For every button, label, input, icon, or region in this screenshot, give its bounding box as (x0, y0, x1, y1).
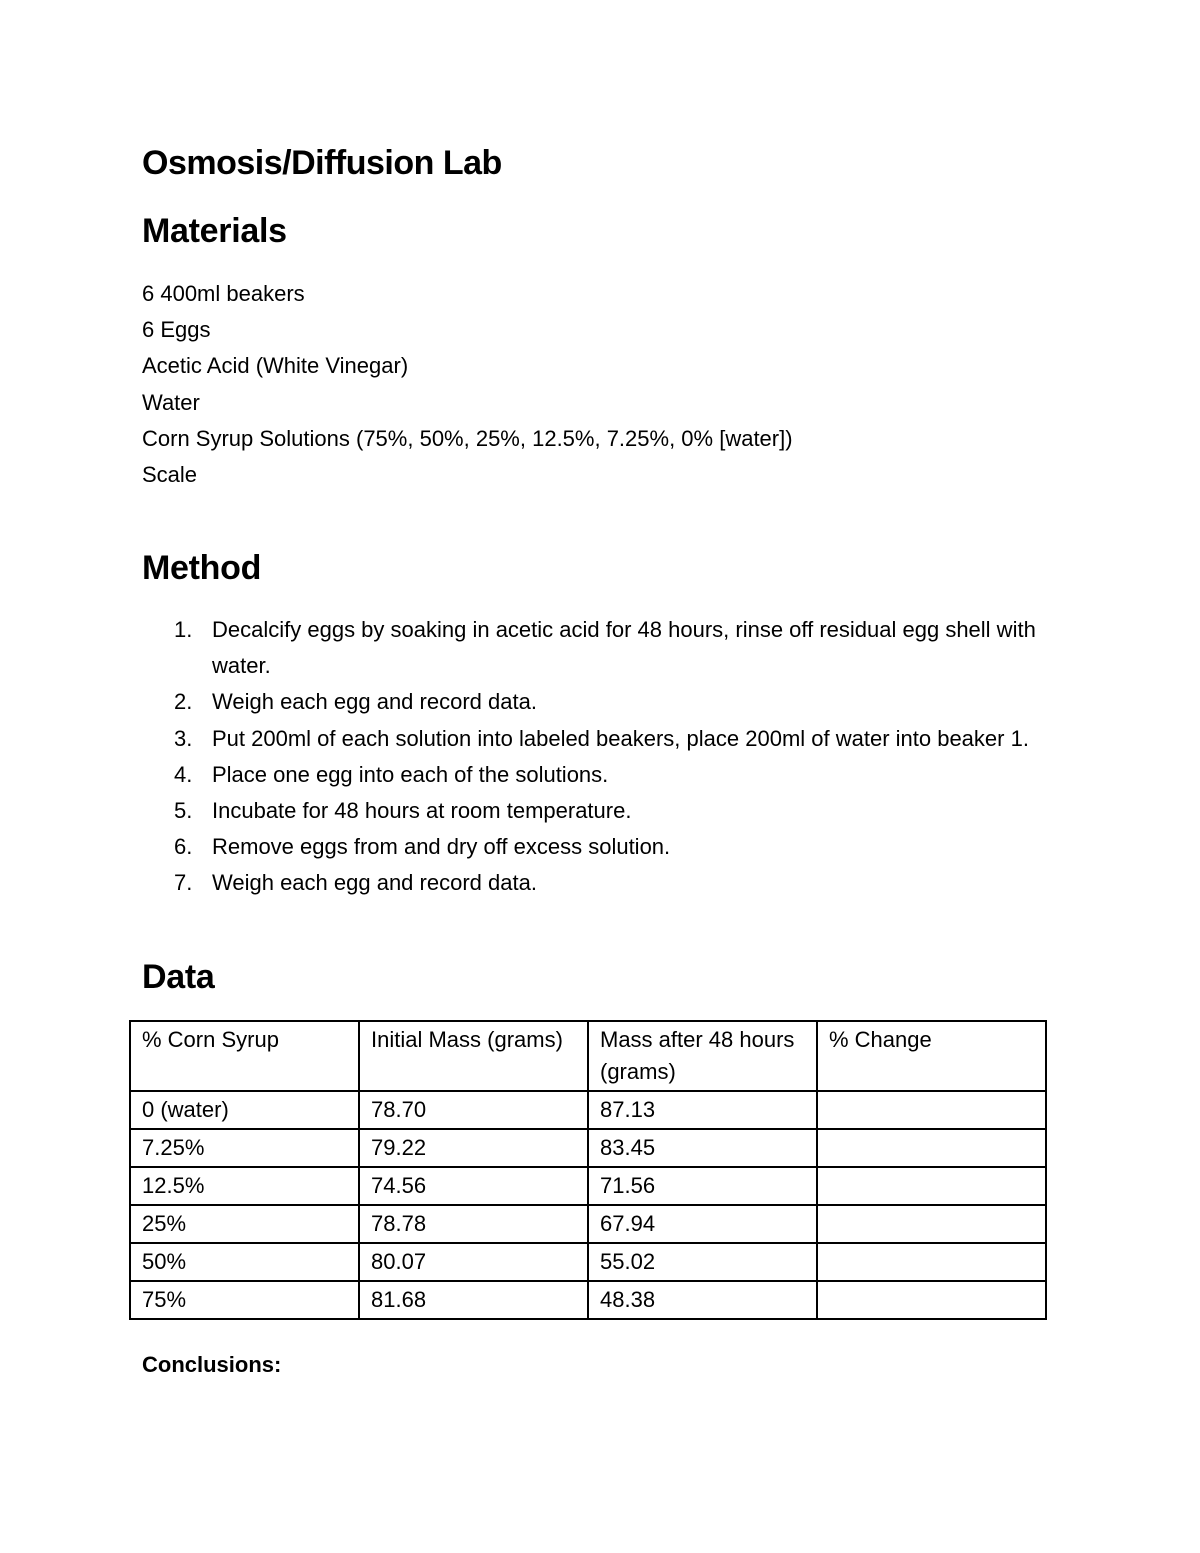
column-header-corn-syrup: % Corn Syrup (130, 1021, 359, 1091)
table-cell (817, 1205, 1046, 1243)
table-row (130, 1129, 1046, 1167)
method-step (174, 684, 1054, 720)
step-number: 7. (174, 870, 193, 896)
materials-item: Corn Syrup Solutions (75%, 50%, 25%, 12.5%, 7.25%, 0% [water]) (142, 425, 793, 451)
data-heading: Data (142, 958, 215, 996)
step-number: 3. (174, 725, 193, 751)
materials-item: 6 400ml beakers (142, 281, 305, 306)
step-text: Place one egg into each of the solutions. (212, 761, 609, 787)
materials-item: Acetic Acid (White Vinegar) (142, 353, 409, 379)
table-cell (817, 1091, 1046, 1129)
step-text: Remove eggs from and dry off excess solution. (212, 834, 671, 860)
step-number: 4. (174, 761, 193, 787)
table-cell: 78.70 (359, 1091, 588, 1129)
data-table (129, 1020, 1047, 1320)
table-row (130, 1243, 1046, 1281)
table-cell: 7.25% (130, 1129, 359, 1167)
step-text: Incubate for 48 hours at room temperature. (212, 798, 632, 824)
table-cell: 0 (water) (130, 1091, 359, 1129)
column-header-mass-after: Mass after 48 hours (grams) (588, 1021, 817, 1091)
table-cell (817, 1129, 1046, 1167)
table-row (130, 1205, 1046, 1243)
step-text: Weigh each egg and record data. (212, 870, 537, 896)
step-number: 5. (174, 798, 193, 824)
table-cell: 55.02 (588, 1243, 817, 1281)
table-row (130, 1281, 1046, 1319)
method-step (174, 757, 1054, 793)
table-cell: 74.56 (359, 1167, 588, 1205)
table-cell: 78.78 (359, 1205, 588, 1243)
table-row (130, 1167, 1046, 1205)
step-number: 2. (174, 689, 193, 715)
table-cell (817, 1167, 1046, 1205)
materials-item: 6 Eggs (142, 317, 211, 343)
materials-heading: Materials (142, 212, 287, 250)
method-heading: Method (142, 549, 262, 587)
table-row (130, 1091, 1046, 1129)
table-cell: 12.5% (130, 1167, 359, 1205)
column-header-percent-change: % Change (817, 1021, 1046, 1091)
step-text: Decalcify eggs by soaking in acetic acid for 48 hours, rinse off residual egg shell with water. (212, 617, 1036, 679)
table-cell: 75% (130, 1281, 359, 1319)
method-step (174, 865, 1054, 901)
method-step (174, 721, 1054, 757)
method-steps (174, 612, 1054, 902)
step-text: Weigh each egg and record data. (212, 689, 537, 715)
table-cell: 48.38 (588, 1281, 817, 1319)
table-cell: 79.22 (359, 1129, 588, 1167)
method-step (174, 793, 1054, 829)
page-title: Osmosis/Diffusion Lab (142, 144, 502, 182)
step-number: 6. (174, 834, 193, 860)
column-header-initial-mass: Initial Mass (grams) (359, 1021, 588, 1091)
table-cell: 83.45 (588, 1129, 817, 1167)
method-step (174, 829, 1054, 865)
materials-list (142, 276, 793, 493)
table-cell: 50% (130, 1243, 359, 1281)
conclusions-label: Conclusions: (142, 1352, 282, 1377)
method-step (174, 612, 1054, 684)
table-cell: 87.13 (588, 1091, 817, 1129)
table-cell (817, 1281, 1046, 1319)
table-cell: 25% (130, 1205, 359, 1243)
table-cell: 71.56 (588, 1167, 817, 1205)
table-cell (817, 1243, 1046, 1281)
table-cell: 81.68 (359, 1281, 588, 1319)
step-text: Put 200ml of each solution into labeled beakers, place 200ml of water into beaker 1. (212, 725, 1029, 751)
materials-item: Scale (142, 462, 198, 488)
materials-item: Water (142, 389, 200, 415)
step-number: 1. (174, 617, 193, 642)
table-header-row (130, 1021, 1046, 1091)
table-cell: 67.94 (588, 1205, 817, 1243)
table-cell: 80.07 (359, 1243, 588, 1281)
